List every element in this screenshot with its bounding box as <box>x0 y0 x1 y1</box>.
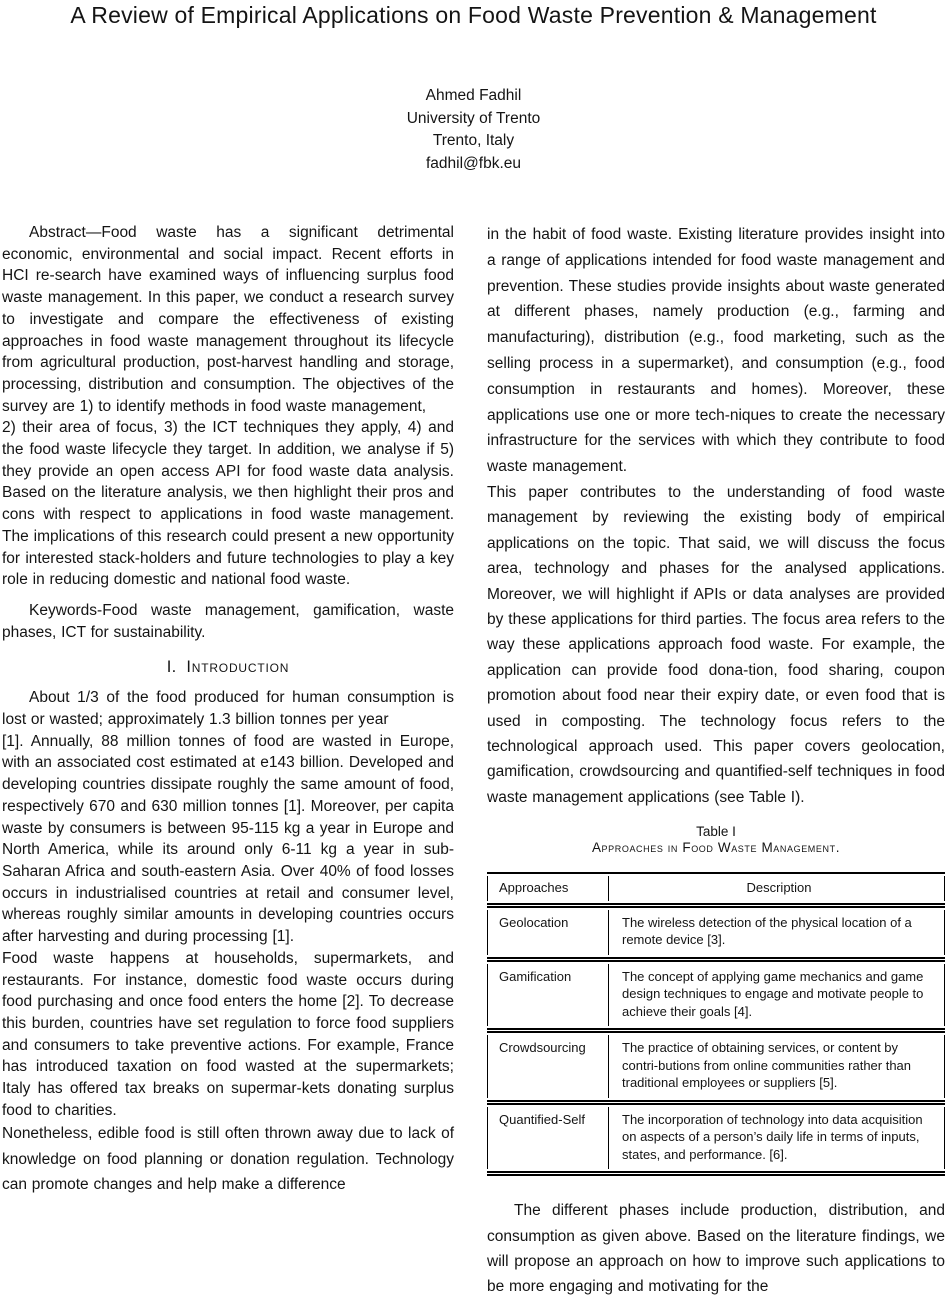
table-caption-label: Table I <box>696 824 736 840</box>
keywords: Keywords-Food waste management, gamification, waste phases, ICT for sustainability. <box>2 601 454 641</box>
intro-paragraph-2: Food waste happens at households, supermarkets, and restaurants. For instance, domestic food waste occurs during food purchasing and once food enters the home [2]. To decrease this burden, countries have set regulation to force food suppliers and consumers to take preventive actions. For example, France has introduced taxation on food wasted at the supermarkets; Italy has offered tax breaks on supermar-kets donating surplus food to charities. <box>2 949 454 1119</box>
table-cell-approach: Crowdsourcing <box>487 1035 609 1098</box>
table-cell-description: The practice of obtaining services, or content by contri-butions from online communities rather than traditional employees or suppliers [5]. <box>609 1035 945 1098</box>
paper-title: A Review of Empirical Applications on Food Waste Prevention & Management <box>70 2 877 28</box>
table-cell-description: The concept of applying game mechanics and game design techniques to engage and motivate people to achieve their goals [4]. <box>609 964 945 1027</box>
intro-paragraph-3: Nonetheless, edible food is still often thrown away due to lack of knowledge on food planning or donation regulation. Technology can promote changes and help make a difference <box>2 1125 454 1194</box>
table-row <box>487 1028 945 1100</box>
author-block <box>2 85 945 175</box>
intro-paragraph-1b: [1]. Annually, 88 million tonnes of food are wasted in Europe, with an associated cost estimated at e143 billion. Developed and developing countries dissipate roughly the same amount of food, respectively 670 and 630 million tonnes [1]. Moreover, per capita waste by consumers is between 95-115 kg a year in Europe and North America, while its around only 6-11 kg a year in sub-Saharan Africa and south-eastern Asia. Over 40% of food losses occurs in industrialised countries at retail and consumer level, whereas roughly similar amounts in developing countries occurs after harvesting and during processing [1]. <box>2 732 454 946</box>
left-column <box>2 222 454 1300</box>
table-caption <box>487 824 945 856</box>
table-cell-approach: Geolocation <box>487 910 609 955</box>
table-header-description: Description <box>609 876 945 901</box>
table-cell-approach: Quantified-Self <box>487 1107 609 1170</box>
section-title: Introduction <box>186 658 290 677</box>
table-caption-title: Approaches in Food Waste Management. <box>591 840 841 856</box>
author-location: Trento, Italy <box>432 132 515 149</box>
right-paragraph-1: in the habit of food waste. Existing literature provides insight into a range of applications intended for food waste management and prevention. These studies provide insights about waste generated at different phases, namely production (e.g., farming and manufacturing), distribution (e.g., food marketing, such as the selling process in a supermarket), and consumption (e.g., food consumption in restaurants and homes). Moreover, these applications use one or more tech-niques to create the necessary infrastructure for the services with which they contribute to food waste management. <box>487 226 945 476</box>
intro-paragraph-1a: About 1/3 of the food produced for human consumption is lost or wasted; approximately 1.3 billion tonnes per year <box>2 689 454 729</box>
approaches-table <box>487 872 945 1176</box>
author-affiliation: University of Trento <box>406 109 541 127</box>
table-row <box>487 1100 945 1172</box>
author-email: fadhil@fbk.eu <box>425 154 521 172</box>
table-cell-description: The incorporation of technology into data acquisition on aspects of a person’s daily life in terms of inputs, states, and performance. [6]. <box>609 1107 945 1170</box>
right-paragraph-2: This paper contributes to the understanding of food waste management by reviewing the existing body of empirical applications on the topic. That said, we will discuss the focus area, technology and phases for the analysed applications. Moreover, we will highlight if APIs or data analyses are provided by these applications for third parties. The focus area refers to the way these applications approach food waste. For example, the application can provide food dona-tion, food sharing, coupon promotion about food near their expiry date, or even food that is used in composting. The technology focus refers to the technological approach used. This paper covers geolocation, gamification, crowdsourcing and quantified-self techniques in food waste management applications (see Table I). <box>487 483 945 806</box>
table-header-approaches: Approaches <box>487 876 609 901</box>
section-heading-introduction <box>2 658 454 677</box>
abstract-paragraph-1: Abstract—Food waste has a significant detrimental economic, environmental and social impact. Recent efforts in HCI re-search have examined ways of influencing surplus food waste management. In this paper, we conduct a research survey to investigate and compare the effectiveness of existing approaches in food waste management throughout its lifecycle from agricultural production, post-harvest handling and storage, processing, distribution and consumption. The objectives of the survey are 1) to identify methods in food waste management, <box>2 224 454 415</box>
body-columns <box>2 222 945 1300</box>
author-name: Ahmed Fadhil <box>425 87 522 104</box>
table-cell-approach: Gamification <box>487 964 609 1027</box>
table-header-row <box>487 874 945 903</box>
table-cell-description: The wireless detection of the physical location of a remote device [3]. <box>609 910 945 955</box>
right-paragraph-3: The different phases include production, distribution, and consumption as given above. Based on the literature findings, we will propose an approach on how to improve such applications to be more engaging and motivating for the <box>487 1202 945 1296</box>
section-numeral: I. <box>166 658 177 677</box>
table-row <box>487 903 945 957</box>
right-column <box>487 222 945 1300</box>
table-row <box>487 957 945 1029</box>
abstract-paragraph-2: 2) their area of focus, 3) the ICT techniques they apply, 4) and the food waste lifecycle they target. In addition, we analyse if 5) they provide an open access API for food waste data analysis. Based on the literature analysis, we then highlight their pros and cons with respect to applications in food waste management. The implications of this research could present a new opportunity for interested stack-holders and future technologies to play a key role in reducing domestic and national food waste. <box>2 419 454 589</box>
